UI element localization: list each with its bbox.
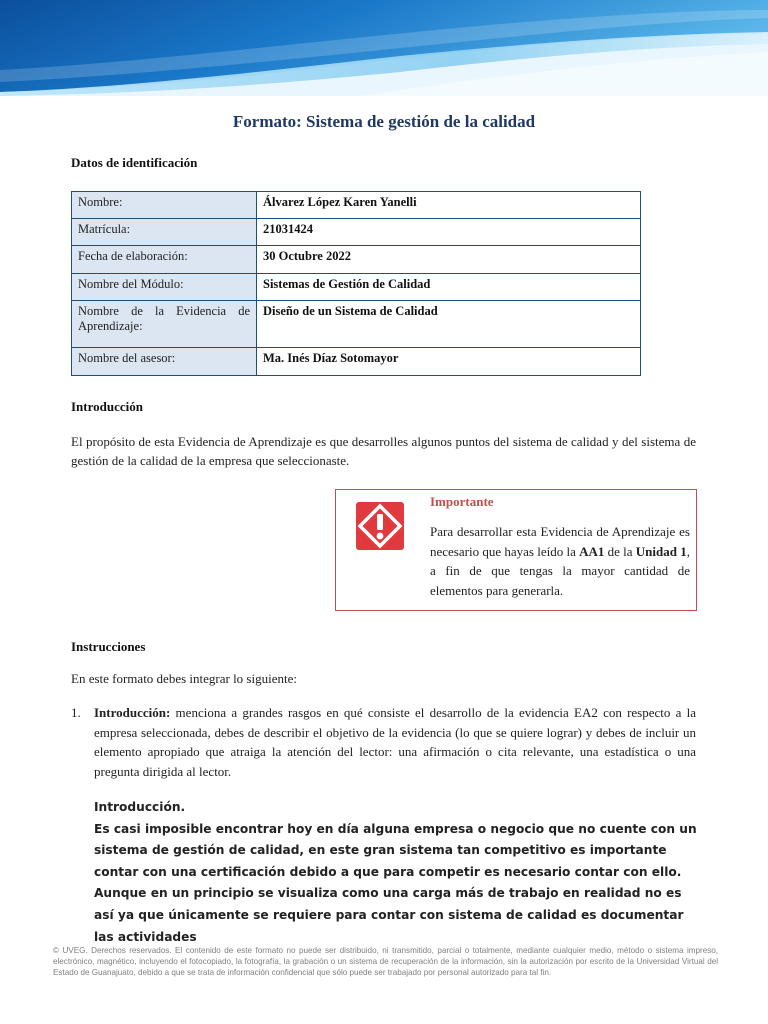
- instructions-heading: Instrucciones: [71, 639, 146, 654]
- row-value-matricula: 21031424: [257, 219, 641, 246]
- introduction-heading: Introducción: [71, 399, 143, 414]
- identification-heading: Datos de identificación: [71, 155, 198, 170]
- table-row: [72, 274, 641, 301]
- important-text-part: de la: [604, 543, 636, 559]
- important-text-part: Para desarrollar esta Evidencia de Aprendizaje es necesario que hayas leído la: [430, 524, 690, 559]
- row-value-fecha: 30 Octubre 2022: [257, 246, 641, 274]
- introduction-text: El propósito de esta Evidencia de Aprendizaje es que desarrolles algunos puntos del sistema de calidad y del sistema de gestión de la calidad de la empresa que seleccionaste.: [71, 434, 696, 468]
- important-text-part: , a fin de que tengas la mayor cantidad de elementos para generarla.: [430, 543, 690, 598]
- list-item-number: 1.: [71, 705, 81, 720]
- important-title: Importante: [430, 494, 494, 509]
- student-intro-heading: Introducción.: [94, 800, 186, 814]
- important-bold-unidad: Unidad 1: [635, 543, 687, 559]
- identification-table: [71, 191, 641, 376]
- row-label-evidencia: Nombre de la Evidencia de Aprendizaje:: [72, 301, 257, 348]
- warning-exclamation-icon: [354, 500, 406, 552]
- student-introduction: [94, 797, 704, 948]
- row-label-fecha: Fecha de elaboración:: [72, 246, 257, 274]
- row-value-asesor: Ma. Inés Díaz Sotomayor: [257, 348, 641, 376]
- row-label-modulo: Nombre del Módulo:: [72, 274, 257, 301]
- instructions-intro: En este formato debes integrar lo siguiente:: [71, 671, 297, 686]
- row-label-nombre: Nombre:: [72, 192, 257, 219]
- table-row: [72, 192, 641, 219]
- document-title: Formato: Sistema de gestión de la calidad: [232, 112, 536, 131]
- row-value-modulo: Sistemas de Gestión de Calidad: [257, 274, 641, 301]
- header-banner: [0, 0, 768, 96]
- important-callout: [335, 489, 697, 611]
- copyright-footer: © UVEG. Derechos reservados. El contenido de este formato no puede ser distribuido, ni transmitido, parcial o totalmente, mediante cualquier medio, método o sistema impreso, electrónico, magnético, incluyendo el fotocopiado, la fotografía, la grabación o un sistema de recuperación de la información, sin la autorización por escrito de la Universidad Virtual del Estado de Guanajuato, debido a que se trata de información confidencial que sólo puede ser trabajado por personal autorizado para tal fin.: [53, 946, 718, 977]
- list-item-bold: Introducción:: [94, 705, 171, 720]
- table-row: [72, 301, 641, 348]
- row-value-nombre: Álvarez López Karen Yanelli: [257, 192, 641, 219]
- row-label-matricula: Matrícula:: [72, 219, 257, 246]
- table-row: [72, 219, 641, 246]
- list-item-body: menciona a grandes rasgos en qué consiste el desarrollo de la evidencia EA2 con respecto a la empresa seleccionada, debes de describir el objetivo de la evidencia (lo que se quiere lograr) y debes de incluir un elemento apropiado que atraiga la atención del lector: una afirmación o cita relevante, una estadística o una pregunta dirigida al lector.: [94, 705, 696, 779]
- important-bold-aa1: AA1: [579, 543, 605, 559]
- important-text: [430, 522, 690, 600]
- row-label-asesor: Nombre del asesor:: [72, 348, 257, 376]
- student-intro-paragraph-1: Es casi imposible encontrar hoy en día alguna empresa o negocio que no cuente con un sistema de gestión de calidad, en este gran sistema tan competitivo es importante contar con una certificación debido a que para competir es necesario contar con ello.: [94, 821, 697, 879]
- row-value-evidencia: Diseño de un Sistema de Calidad: [257, 301, 641, 348]
- student-intro-paragraph-2: Aunque en un principio se visualiza como una carga más de trabajo en realidad no es así ya que únicamente se requiere para contar con sistema de calidad es documentar las actividades: [94, 886, 684, 944]
- table-row: [72, 348, 641, 376]
- table-row: [72, 246, 641, 274]
- list-item-text: [94, 703, 696, 781]
